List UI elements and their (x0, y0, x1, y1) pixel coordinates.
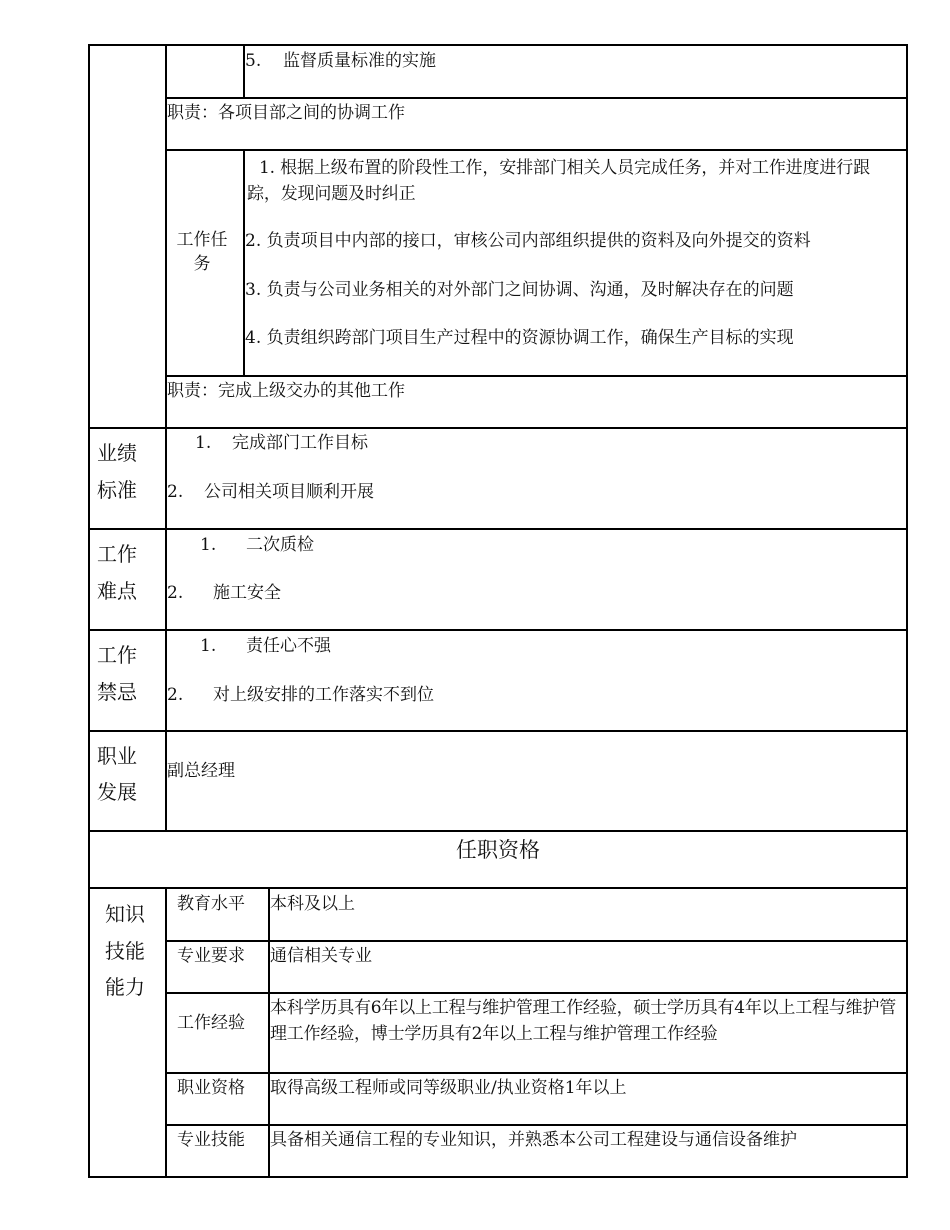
prohibitions-item-1-number: 1. (200, 636, 217, 656)
qualification-key-certification: 职业资格 (177, 1078, 245, 1098)
performance-item-1-text: 完成部门工作目标 (232, 433, 368, 453)
sub-item-5-number: 5. (245, 51, 262, 71)
task-item-1: 1. 根据上级布置的阶段性工作，安排部门相关人员完成任务，并对工作进度进行跟踪，发现问题及时纠正 (247, 158, 870, 204)
qualifications-group-label-line3: 能力 (105, 975, 145, 999)
difficulties-item-1-number: 1. (200, 535, 217, 555)
prohibitions-label-line1: 工作 (97, 643, 137, 667)
prohibitions-item-2-number: 2. (167, 685, 184, 705)
difficulties-item-2-number: 2. (167, 583, 184, 603)
qualifications-title: 任职资格 (456, 838, 540, 862)
qualification-value-education: 本科及以上 (270, 894, 355, 914)
career-value: 副总经理 (167, 761, 235, 781)
performance-item-1-number: 1. (195, 433, 212, 453)
qualification-value-certification: 取得高级工程师或同等级职业/执业资格1年以上 (270, 1078, 627, 1098)
qualification-key-major: 专业要求 (177, 946, 245, 966)
tasks-label: 工作任务 (176, 230, 228, 274)
qualification-key-experience: 工作经验 (177, 1013, 245, 1033)
difficulties-item-2-text: 施工安全 (213, 583, 281, 603)
sub-item-5-text: 监督质量标准的实施 (283, 51, 436, 71)
qualification-value-skills: 具备相关通信工程的专业知识，并熟悉本公司工程建设与通信设备维护 (270, 1130, 797, 1150)
performance-item-2-number: 2. (167, 482, 184, 502)
qualification-value-experience: 本科学历具有6年以上工程与维护管理工作经验，硕士学历具有4年以上工程与维护管理工作经验，博士学历具有2年以上工程与维护管理工作经验 (270, 998, 897, 1044)
performance-label-line1: 业绩 (97, 441, 137, 465)
career-label-line1: 职业 (97, 744, 137, 768)
difficulties-label-line2: 难点 (97, 579, 137, 603)
qualification-value-major: 通信相关专业 (270, 946, 372, 966)
prohibitions-label-line2: 禁忌 (97, 680, 137, 704)
career-label-line2: 发展 (97, 780, 137, 804)
duty-coordination: 职责：各项目部之间的协调工作 (167, 103, 405, 123)
task-item-2: 2. 负责项目中内部的接口，审核公司内部组织提供的资料及向外提交的资料 (245, 231, 811, 251)
qualifications-group-label-line1: 知识 (105, 902, 145, 926)
prohibitions-item-1-text: 责任心不强 (246, 636, 331, 656)
prohibitions-item-2-text: 对上级安排的工作落实不到位 (213, 685, 434, 705)
task-item-4: 4. 负责组织跨部门项目生产过程中的资源协调工作，确保生产目标的实现 (245, 328, 794, 348)
qualification-key-education: 教育水平 (177, 894, 245, 914)
qualifications-group-label-line2: 技能 (105, 939, 145, 963)
duty-other: 职责：完成上级交办的其他工作 (167, 381, 405, 401)
difficulties-item-1-text: 二次质检 (246, 535, 314, 555)
difficulties-label-line1: 工作 (97, 542, 137, 566)
task-item-3: 3. 负责与公司业务相关的对外部门之间协调、沟通，及时解决存在的问题 (245, 280, 794, 300)
performance-label-line2: 标准 (97, 478, 137, 502)
performance-item-2-text: 公司相关项目顺利开展 (204, 482, 374, 502)
qualification-key-skills: 专业技能 (177, 1130, 245, 1150)
